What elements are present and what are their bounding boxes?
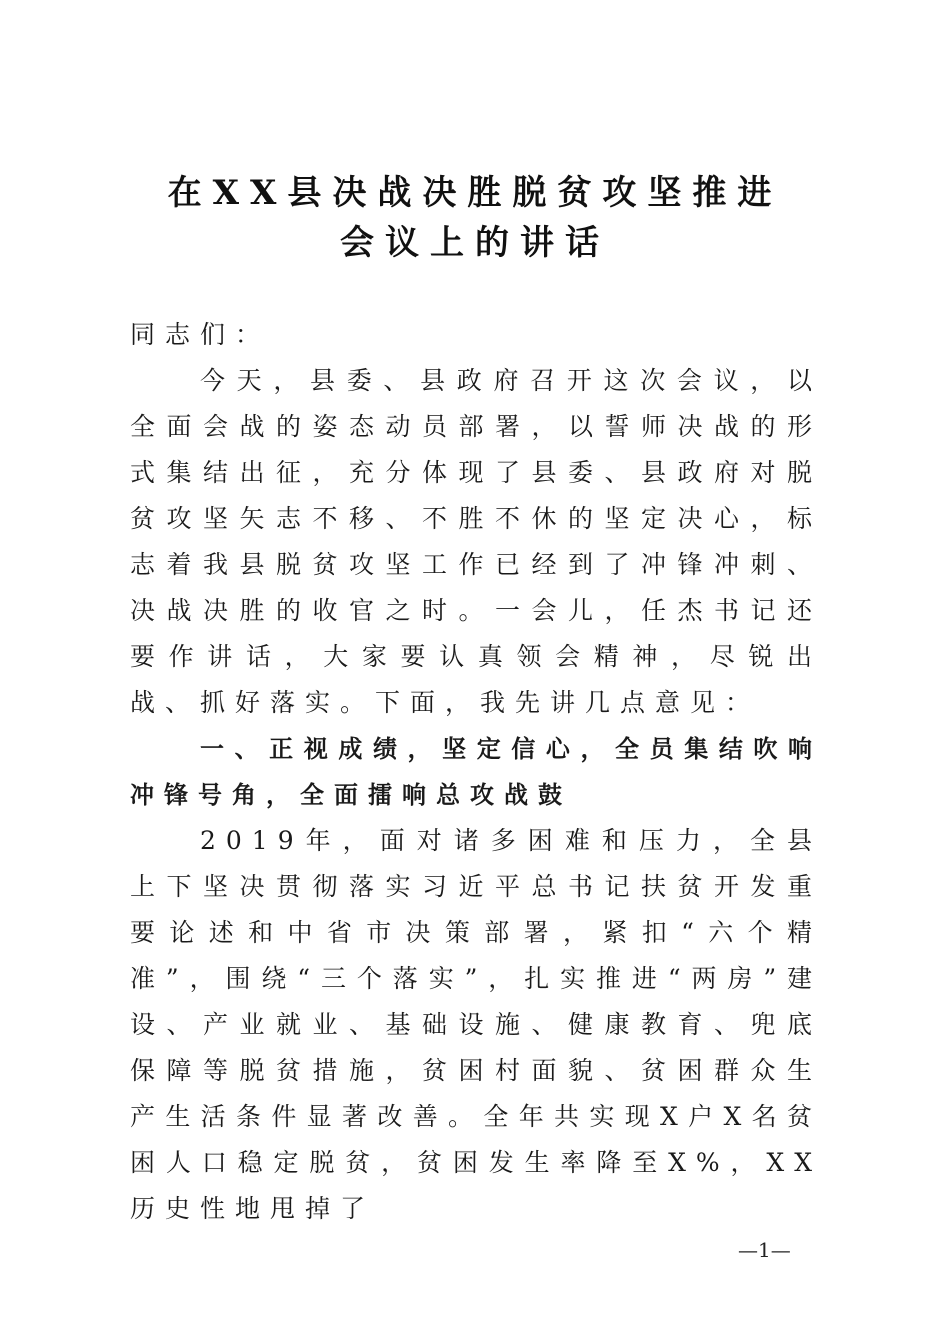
document-title — [120, 168, 830, 268]
page-number: —1— — [738, 1238, 791, 1262]
title-line-2: 会议上的讲话 — [340, 223, 610, 263]
document-body — [130, 312, 822, 1232]
salutation: 同志们： — [130, 320, 271, 349]
paragraph-opening: 今天，县委、县政府召开这次会议，以全面会战的姿态动员部署，以誓师决战的形式集结出征，充分体现了县委、县政府对脱贫攻坚矢志不移、不胜不休的坚定决心，标志着我县脱贫攻坚工作已经到了冲锋冲刺、决战决胜的收官之时。一会儿，任杰书记还要作讲话，大家要认真领会精神，尽锐出战、抓好落实。下面，我先讲几点意见： — [130, 366, 822, 717]
section-heading-1: 一、正视成绩，坚定信心，全员集结吹响冲锋号角，全面擂响总攻战鼓 — [130, 735, 822, 809]
title-line-1: 在XX县决战决胜脱贫攻坚推进 — [167, 173, 783, 213]
paragraph-achievements: 2019年，面对诸多困难和压力，全县上下坚决贯彻落实习近平总书记扶贫开发重要论述和中省市决策部署，紧扣“六个精准”，围绕“三个落实”，扎实推进“两房”建设、产业就业、基础设施、健康教育、兜底保障等脱贫措施，贫困村面貌、贫困群众生产生活条件显著改善。全年共实现X户X名贫困人口稳定脱贫，贫困发生率降至X%，XX历史性地甩掉了 — [130, 826, 822, 1223]
